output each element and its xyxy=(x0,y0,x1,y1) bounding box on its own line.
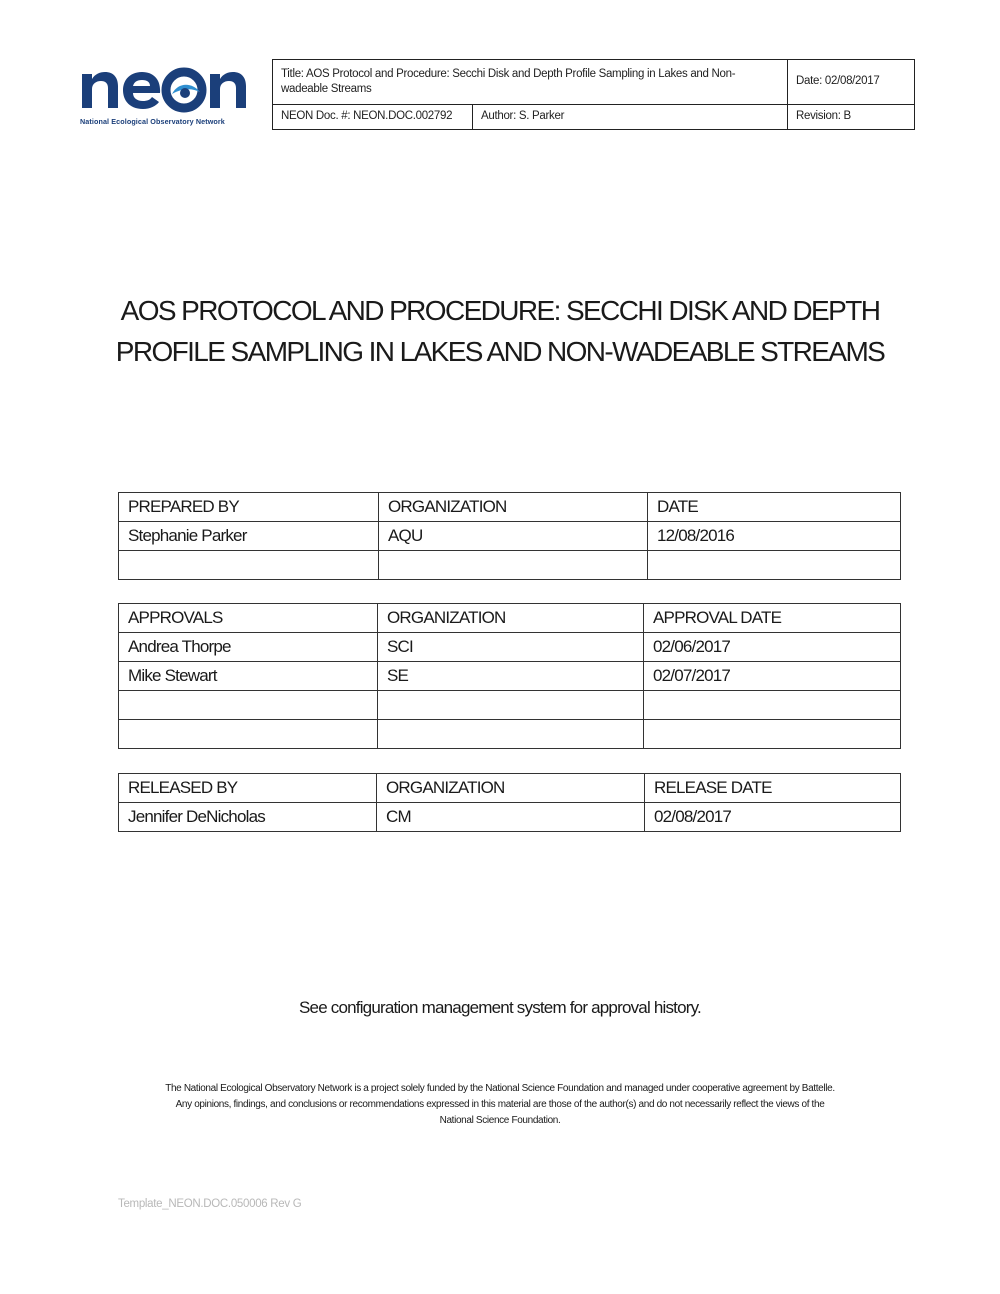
disclaimer-line: The National Ecological Observatory Network is a project solely funded by the National Science Foundation and managed under cooperative agreement by Battelle. xyxy=(165,1083,835,1094)
table-cell xyxy=(644,720,901,749)
table-cell: Stephanie Parker xyxy=(119,522,379,551)
table-header-row xyxy=(119,493,901,522)
table-row xyxy=(119,633,901,662)
table-cell xyxy=(644,691,901,720)
header-title-cell: Title: AOS Protocol and Procedure: Secchi Disk and Depth Profile Sampling in Lakes and Non-wadeable Streams xyxy=(273,60,788,105)
table-cell: 02/08/2017 xyxy=(645,803,901,832)
table-header-row xyxy=(119,604,901,633)
table-cell xyxy=(379,551,648,580)
document-title xyxy=(0,290,1000,372)
header-doc-number-cell: NEON Doc. #: NEON.DOC.002792 xyxy=(273,104,473,129)
table-cell xyxy=(378,720,644,749)
neon-logo-mark xyxy=(80,62,252,114)
table-header-cell: RELEASE DATE xyxy=(645,774,901,803)
approvals-table xyxy=(118,603,901,749)
table-row xyxy=(119,662,901,691)
header-date-cell: Date: 02/08/2017 xyxy=(788,60,915,105)
table-header-cell: ORGANIZATION xyxy=(379,493,648,522)
table-header-cell: APPROVAL DATE xyxy=(644,604,901,633)
table-header-cell: DATE xyxy=(648,493,901,522)
table-header-row xyxy=(119,774,901,803)
document-header-table xyxy=(272,59,915,130)
table-cell: SE xyxy=(378,662,644,691)
table-cell: 02/06/2017 xyxy=(644,633,901,662)
table-row xyxy=(119,720,901,749)
table-cell: 02/07/2017 xyxy=(644,662,901,691)
header-revision-cell: Revision: B xyxy=(788,104,915,129)
header-author-cell: Author: S. Parker xyxy=(473,104,788,129)
table-header-cell: RELEASED BY xyxy=(119,774,377,803)
table-cell xyxy=(119,551,379,580)
funding-disclaimer xyxy=(110,1081,890,1129)
approval-history-note: See configuration management system for approval history. xyxy=(299,998,701,1017)
table-cell: SCI xyxy=(378,633,644,662)
table-header-cell: APPROVALS xyxy=(119,604,378,633)
disclaimer-line: National Science Foundation. xyxy=(439,1115,561,1126)
table-cell: Andrea Thorpe xyxy=(119,633,378,662)
table-header-cell: ORGANIZATION xyxy=(378,604,644,633)
table-header-cell: ORGANIZATION xyxy=(377,774,645,803)
table-row xyxy=(119,551,901,580)
table-row xyxy=(119,691,901,720)
table-header-cell: PREPARED BY xyxy=(119,493,379,522)
table-cell xyxy=(648,551,901,580)
table-cell: AQU xyxy=(379,522,648,551)
table-cell: Mike Stewart xyxy=(119,662,378,691)
prepared-by-table xyxy=(118,492,901,580)
document-title-line-2: PROFILE SAMPLING IN LAKES AND NON-WADEABLE STREAMS xyxy=(115,336,885,367)
template-reference: Template_NEON.DOC.050006 Rev G xyxy=(118,1198,302,1210)
table-cell: 12/08/2016 xyxy=(648,522,901,551)
table-cell xyxy=(119,720,378,749)
table-row xyxy=(119,803,901,832)
neon-logo xyxy=(80,62,252,130)
released-by-table xyxy=(118,773,901,832)
logo-subtitle: National Ecological Observatory Network xyxy=(80,117,225,126)
disclaimer-line: Any opinions, findings, and conclusions or recommendations expressed in this material are those of the author(s) and do not necessarily reflect the views of the xyxy=(175,1099,825,1110)
table-row xyxy=(119,522,901,551)
table-cell xyxy=(378,691,644,720)
document-title-line-1: AOS PROTOCOL AND PROCEDURE: SECCHI DISK AND DEPTH xyxy=(120,295,880,326)
table-cell: CM xyxy=(377,803,645,832)
table-cell xyxy=(119,691,378,720)
table-cell: Jennifer DeNicholas xyxy=(119,803,377,832)
